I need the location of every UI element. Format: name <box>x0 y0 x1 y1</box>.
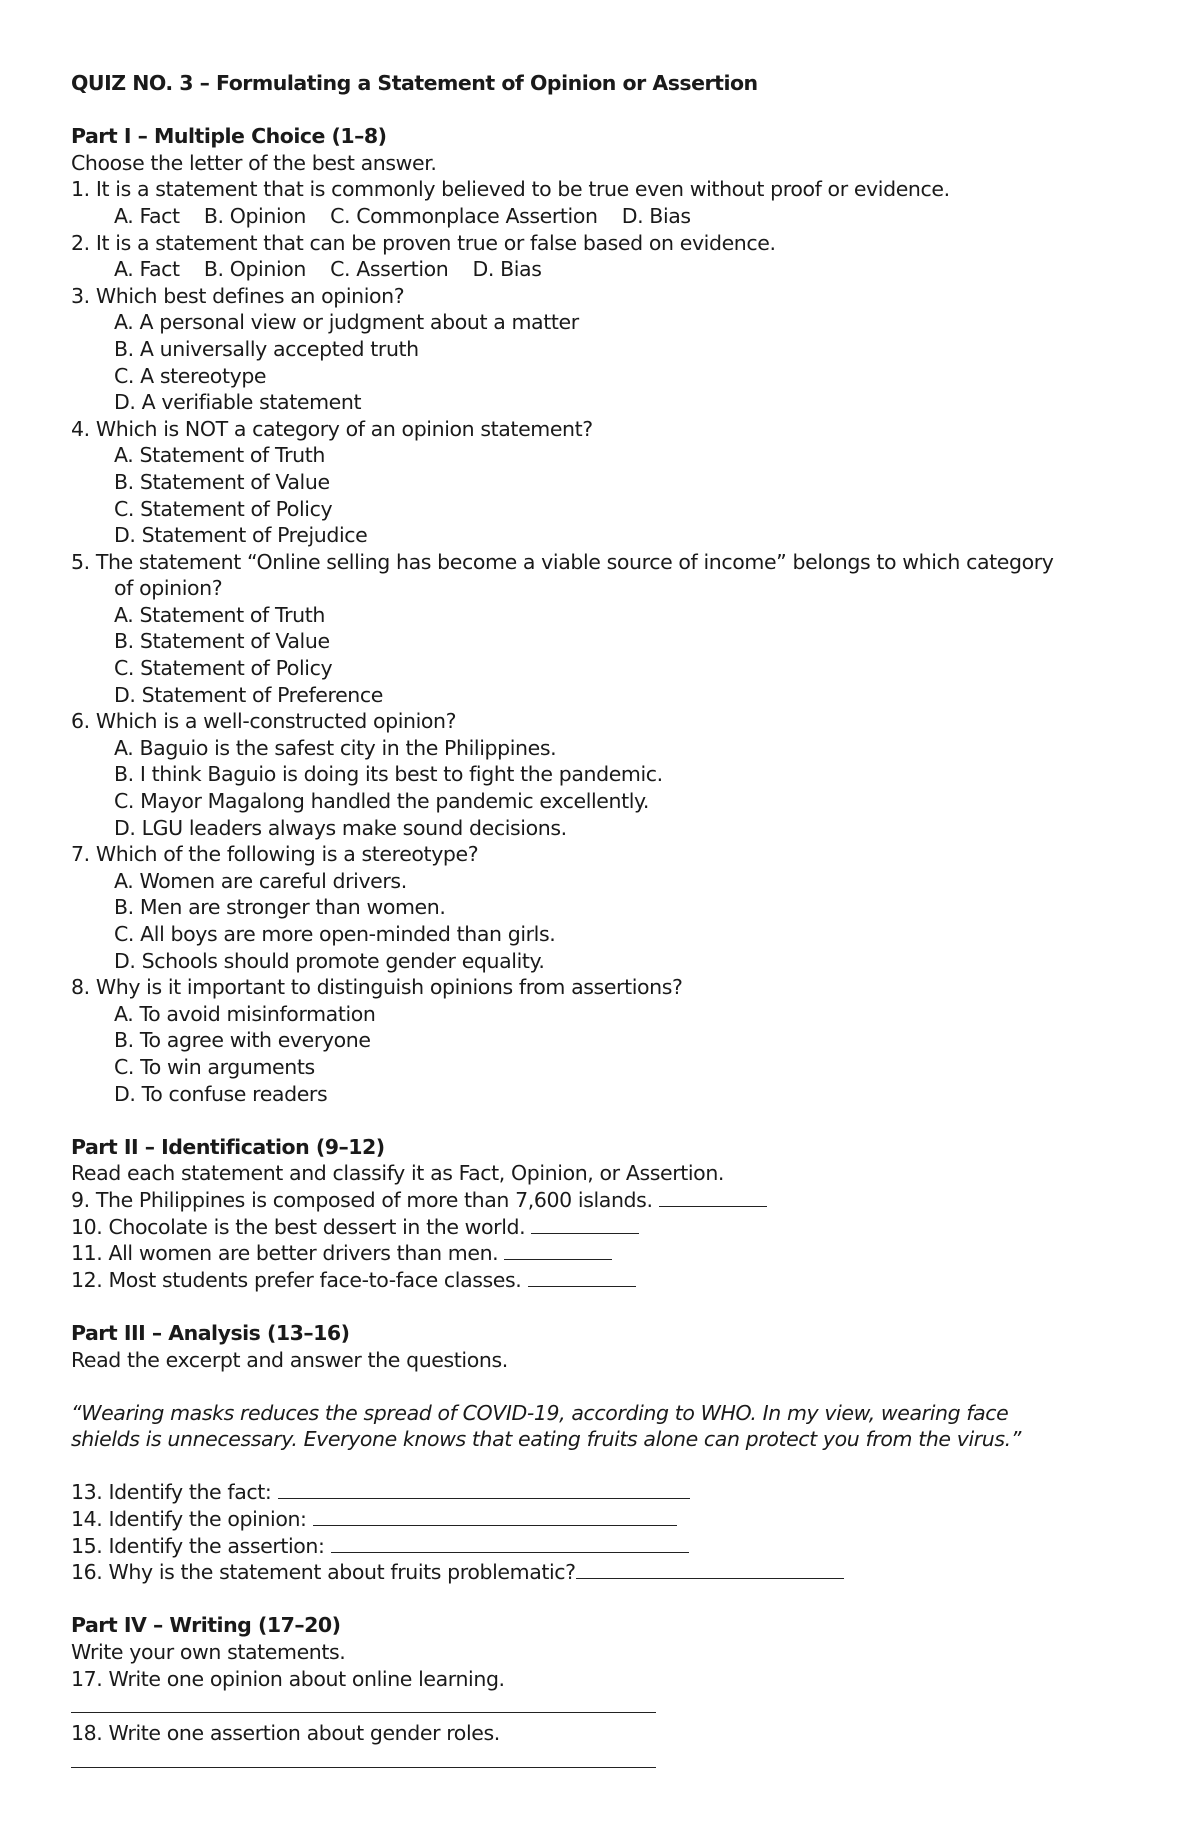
option: A. To avoid misinformation <box>114 1001 376 1026</box>
part1-instruction: Choose the letter of the best answer. <box>71 150 437 175</box>
part3-instruction: Read the excerpt and answer the questions. <box>71 1347 508 1372</box>
question-5-continued: of opinion? <box>114 576 223 601</box>
identification-item <box>71 1267 1151 1294</box>
answer-blank[interactable] <box>576 1560 844 1579</box>
part2-instruction: Read each statement and classify it as Fact, Opinion, or Assertion. <box>71 1161 725 1186</box>
part1-heading: Part I – Multiple Choice (1–8) <box>71 124 387 149</box>
option: B. Men are stronger than women. <box>114 895 446 920</box>
option: A. Fact <box>114 203 180 228</box>
option: D. Bias <box>472 257 542 282</box>
option: D. A verifiable statement <box>114 390 362 415</box>
option: B. Statement of Value <box>114 469 330 494</box>
writing-item: 17. Write one opinion about online learning. <box>71 1666 505 1691</box>
answer-blank[interactable] <box>278 1480 690 1499</box>
answer-blank[interactable] <box>313 1507 677 1526</box>
question-2-options <box>71 256 1151 283</box>
part2-heading: Part II – Identification (9–12) <box>71 1134 385 1159</box>
option: B. Opinion <box>203 257 306 282</box>
option: C. Assertion <box>330 257 449 282</box>
question-8: 8. Why is it important to distinguish opinions from assertions? <box>71 975 683 1000</box>
option: D. Statement of Prejudice <box>114 523 368 548</box>
answer-blank[interactable] <box>331 1534 689 1553</box>
option: A. A personal view or judgment about a matter <box>114 310 579 335</box>
identification-item <box>71 1240 1151 1267</box>
answer-blank[interactable] <box>504 1241 612 1260</box>
option: A. Baguio is the safest city in the Philippines. <box>114 735 557 760</box>
answer-blank[interactable] <box>659 1188 767 1207</box>
question-7: 7. Which of the following is a stereotype? <box>71 842 479 867</box>
option: B. Statement of Value <box>114 629 330 654</box>
excerpt-line: shields is unnecessary. Everyone knows that eating fruits alone can protect you from the virus.” <box>71 1427 1022 1452</box>
option: D. Schools should promote gender equality. <box>114 948 545 973</box>
answer-line[interactable] <box>71 1692 1151 1720</box>
item-text: 16. Why is the statement about fruits problematic? <box>71 1560 576 1585</box>
question-6: 6. Which is a well-constructed opinion? <box>71 709 457 734</box>
answer-blank[interactable] <box>531 1215 639 1234</box>
item-text: 14. Identify the opinion: <box>71 1507 307 1532</box>
quiz-title: QUIZ NO. 3 – Formulating a Statement of Opinion or Assertion <box>71 71 758 95</box>
item-text: 11. All women are better drivers than men. <box>71 1241 499 1266</box>
option: B. I think Baguio is doing its best to fight the pandemic. <box>114 762 663 787</box>
question-2: 2. It is a statement that can be proven true or false based on evidence. <box>71 230 776 255</box>
item-text: 15. Identify the assertion: <box>71 1533 325 1558</box>
option: C. All boys are more open-minded than girls. <box>114 922 556 946</box>
question-4: 4. Which is NOT a category of an opinion statement? <box>71 416 593 441</box>
question-1: 1. It is a statement that is commonly believed to be true even without proof or evidence. <box>71 177 950 202</box>
question-5: 5. The statement “Online selling has become a viable source of income” belongs to which category <box>71 549 1054 574</box>
analysis-item <box>71 1506 1151 1533</box>
option: D. Statement of Preference <box>114 682 383 707</box>
part4-instruction: Write your own statements. <box>71 1640 346 1665</box>
option: C. Commonplace Assertion <box>330 203 598 228</box>
option: A. Statement of Truth <box>114 443 325 468</box>
option: D. LGU leaders always make sound decisions. <box>114 815 567 840</box>
part3-heading: Part III – Analysis (13–16) <box>71 1320 350 1345</box>
option: C. Statement of Policy <box>114 496 333 521</box>
answer-line[interactable] <box>71 1747 1151 1775</box>
option: B. Opinion <box>203 203 306 228</box>
option: A. Fact <box>114 257 180 282</box>
analysis-item <box>71 1559 1151 1586</box>
option: D. To confuse readers <box>114 1081 328 1106</box>
option: C. A stereotype <box>114 363 267 388</box>
item-text: 10. Chocolate is the best dessert in the world. <box>71 1214 526 1239</box>
item-text: 9. The Philippines is composed of more than 7,600 islands. <box>71 1187 653 1212</box>
option: B. A universally accepted truth <box>114 336 419 361</box>
item-text: 13. Identify the fact: <box>71 1480 272 1505</box>
option: B. To agree with everyone <box>114 1028 371 1053</box>
option: A. Statement of Truth <box>114 602 325 627</box>
question-1-options <box>71 203 1151 230</box>
writing-item: 18. Write one assertion about gender roles. <box>71 1721 500 1746</box>
option: A. Women are careful drivers. <box>114 868 407 893</box>
part4-heading: Part IV – Writing (17–20) <box>71 1613 341 1638</box>
option: D. Bias <box>621 203 691 228</box>
quiz-content <box>71 70 1151 1775</box>
identification-item <box>71 1214 1151 1241</box>
item-text: 12. Most students prefer face-to-face classes. <box>71 1267 522 1292</box>
question-3: 3. Which best defines an opinion? <box>71 283 405 308</box>
option: C. To win arguments <box>114 1054 315 1079</box>
analysis-item <box>71 1533 1151 1560</box>
option: C. Statement of Policy <box>114 656 333 681</box>
option: C. Mayor Magalong handled the pandemic excellently. <box>114 789 649 814</box>
answer-blank[interactable] <box>528 1268 636 1287</box>
identification-item <box>71 1187 1151 1214</box>
analysis-item <box>71 1479 1151 1506</box>
excerpt-line: “Wearing masks reduces the spread of COVID-19, according to WHO. In my view, wearing face <box>71 1400 1009 1425</box>
